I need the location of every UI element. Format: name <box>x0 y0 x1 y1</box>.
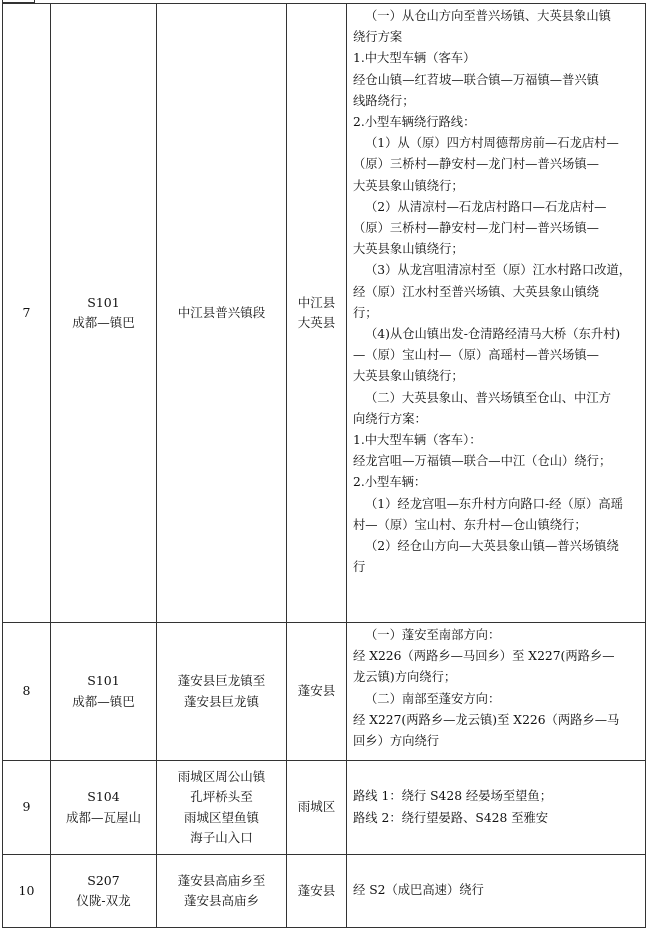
county-cell <box>287 855 347 928</box>
road-cell <box>51 623 157 761</box>
detour-detail-cell <box>347 4 646 623</box>
detail-line: 回乡）方向绕行 <box>353 734 440 749</box>
section-line: 蓬安县巨龙镇 <box>183 693 259 709</box>
road-name: 成都—镇巴 <box>72 693 135 709</box>
section-cell <box>157 623 287 761</box>
table-row <box>3 855 646 928</box>
detail-line: （一）从仓山方向至普兴场镇、大英县象山镇 <box>365 9 611 23</box>
detail-line: （2）经仓山方向—大英县象山镇—普兴场镇绕 <box>365 539 619 554</box>
detail-line: 经 S2（成巴高速）绕行 <box>353 883 484 898</box>
road-cell <box>51 4 157 623</box>
county-line: 雨城区 <box>297 799 336 815</box>
detail-line: 线路绕行； <box>353 93 415 108</box>
detail-line: （二）南部至蓬安方向： <box>365 691 501 706</box>
detail-line: （原）三桥村—静安村—龙门村—普兴场镇— <box>353 157 599 172</box>
detail-line: 路线 2：绕行望晏路、S428 至雅安 <box>353 810 549 825</box>
section-line: 蓬安县高庙乡至 <box>177 872 266 888</box>
section-cell <box>157 855 287 928</box>
detail-line: 大英县象山镇绕行； <box>353 369 464 384</box>
detail-line: 2.小型车辆绕行路线： <box>353 115 476 130</box>
table-row <box>3 4 646 623</box>
county-line: 蓬安县 <box>297 882 336 898</box>
road-code: S101 <box>87 294 120 310</box>
road-name: 仪陇-双龙 <box>76 893 131 908</box>
detail-line: （一）蓬安至南部方向： <box>365 628 501 642</box>
detail-line: 经 X226（两路乡—马回乡）至 X227(两路乡— <box>353 649 615 664</box>
row-number: 10 <box>3 855 51 928</box>
road-code: S207 <box>87 872 120 888</box>
row-number: 7 <box>3 4 51 623</box>
detail-line: 1.中大型车辆（客车） <box>353 51 476 66</box>
county-cell <box>287 761 347 855</box>
detail-line: 2.小型车辆： <box>353 475 427 490</box>
road-code: S101 <box>87 673 120 688</box>
detail-line: 1.中大型车辆（客车）： <box>353 433 482 448</box>
table-row <box>3 761 646 855</box>
road-name: 成都—镇巴 <box>72 315 135 330</box>
section-line: 雨城区望鱼镇 <box>183 809 259 825</box>
detour-detail-cell <box>347 623 646 761</box>
section-line: 中江县普兴镇段 <box>177 304 266 320</box>
detour-detail-cell <box>347 761 646 855</box>
detail-line: 大英县象山镇绕行； <box>353 178 464 193</box>
detail-line: 龙云镇)方向绕行； <box>353 670 457 685</box>
detail-line: 经仓山镇—红苕坡—联合镇—万福镇—普兴镇 <box>353 72 599 87</box>
detour-table <box>2 3 646 928</box>
section-line: 海子山入口 <box>190 830 253 845</box>
road-code: S104 <box>87 789 120 804</box>
road-cell <box>51 761 157 855</box>
detail-line: 绕行方案 <box>353 30 403 45</box>
detail-line: （3）从龙宫咀清凉村至（原）江水村路口改道， <box>365 263 632 278</box>
county-cell <box>287 623 347 761</box>
detail-line: 路线 1：绕行 S428 经晏场至望鱼； <box>353 789 553 804</box>
detail-line: 行 <box>353 560 366 575</box>
detail-line: 经龙宫咀—万福镇—联合—中江（仓山）绕行； <box>353 454 612 469</box>
table-row <box>3 623 646 761</box>
row-number: 8 <box>3 623 51 761</box>
detail-line: （4)从仓山镇出发-仓清路经清马大桥（东升村) <box>365 327 621 342</box>
row-number: 9 <box>3 761 51 855</box>
county-cell <box>287 4 347 623</box>
detail-line: 村—（原）宝山村、东升村—仓山镇绕行； <box>353 517 587 532</box>
detail-line: 经 X227(两路乡—龙云镇)至 X226（两路乡—马 <box>353 712 620 727</box>
detail-line: （1）经龙宫咀—东升村方向路口-经（原）高瑶 <box>365 496 623 511</box>
county-line: 蓬安县 <box>297 683 336 699</box>
detail-line: （1）从（原）四方村周德帮房前—石龙店村— <box>365 136 619 151</box>
road-cell <box>51 855 157 928</box>
road-name: 成都—瓦屋山 <box>65 809 141 825</box>
section-line: 雨城区周公山镇 <box>177 768 266 784</box>
section-cell <box>157 4 287 623</box>
detail-line: 行； <box>353 305 378 320</box>
section-line: 蓬安县巨龙镇至 <box>177 673 266 688</box>
section-cell <box>157 761 287 855</box>
detail-line: 向绕行方案： <box>353 411 427 426</box>
detail-line: 经（原）江水村至普兴场镇、大英县象山镇绕 <box>353 284 599 299</box>
detail-line: （二）大英县象山、普兴场镇至仓山、中江方 <box>365 390 611 405</box>
detail-line: —（原）宝山村—（原）高瑶村—普兴场镇— <box>353 348 599 363</box>
county-line: 中江县 <box>297 294 336 310</box>
detail-line: （2）从清凉村—石龙店村路口—石龙店村— <box>365 199 607 214</box>
county-line: 大英县 <box>297 315 336 330</box>
section-line: 蓬安县高庙乡 <box>183 893 259 908</box>
detail-line: （原）三桥村—静安村—龙门村—普兴场镇— <box>353 221 599 236</box>
detail-line: 大英县象山镇绕行； <box>353 242 464 257</box>
detour-detail-cell <box>347 855 646 928</box>
section-line: 孔坪桥头至 <box>190 789 253 804</box>
